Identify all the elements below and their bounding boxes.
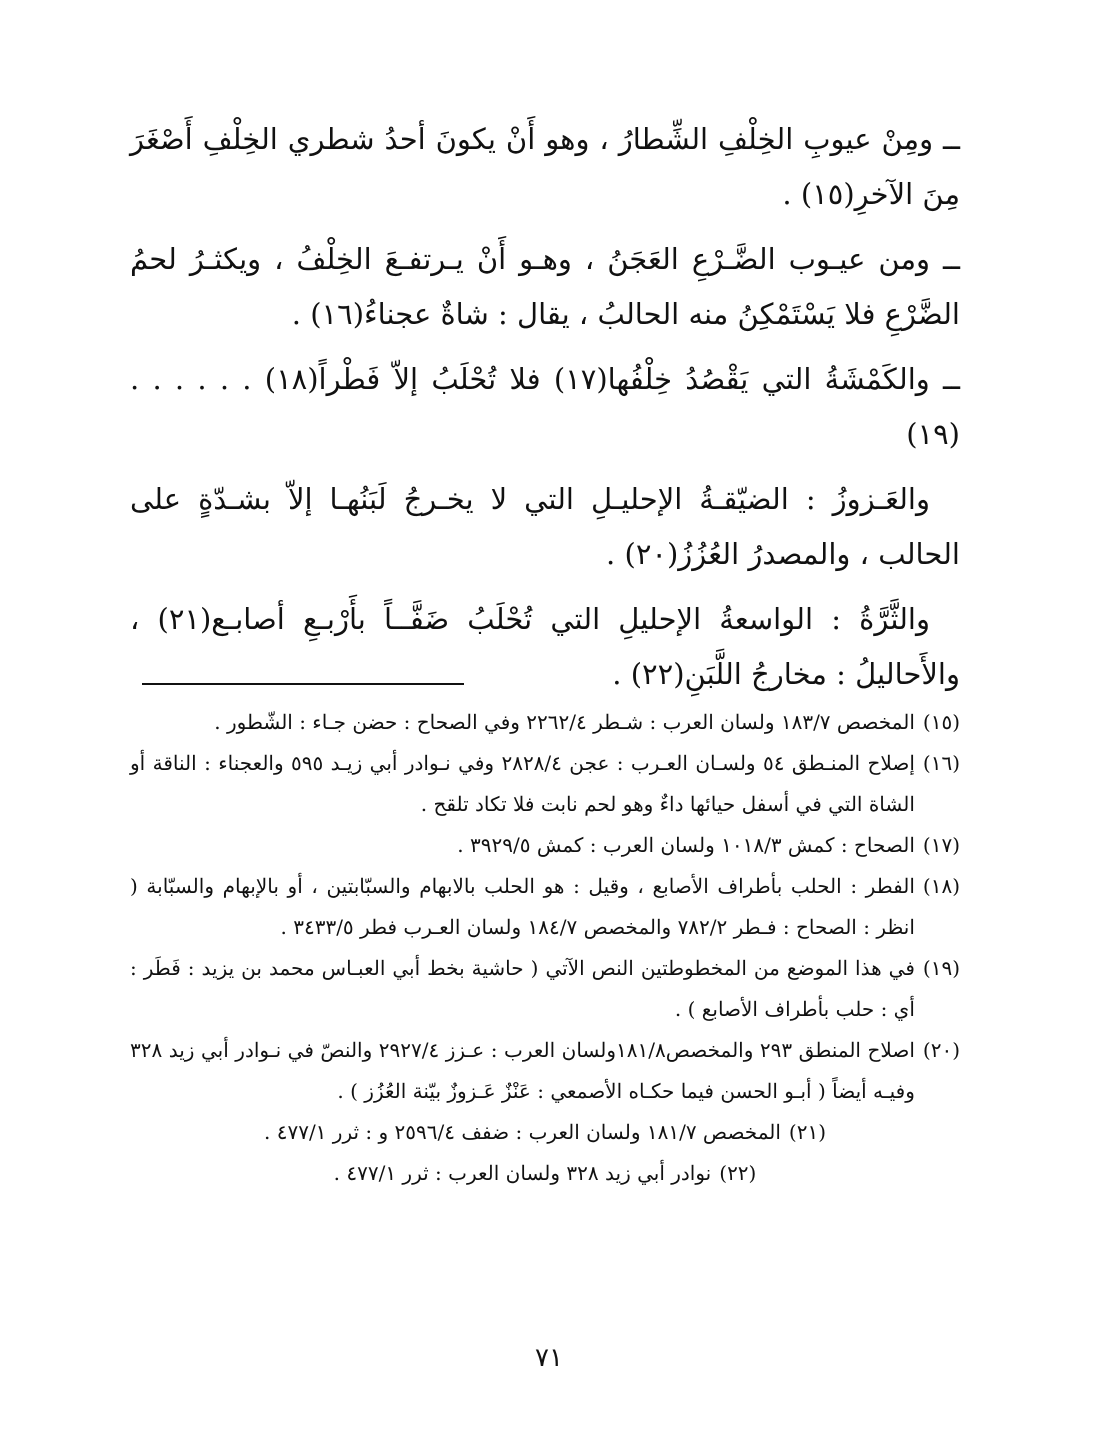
footnote-17 [130,825,960,866]
footnote-number: (٢٠) [922,1038,960,1062]
footnote-text: المخصص ١٨١/٧ ولسان العرب : ضفف ٢٥٩٦/٤ و : ثرر ٤٧٧/١ . [264,1120,781,1144]
footnote-text: الصحاح : كمش ١٠١٨/٣ ولسان العرب : كمش ٣٩٢٩/٥ . [457,833,915,857]
footnote-text: اصلاح المنطق ٢٩٣ والمخصص١٨١/٨ولسان العرب : عـزز ٢٩٢٧/٤ والنصّ في نـوادر أبي زيد ٣٢٨ وفيـه أيضاً ( أبـو الحسن فيما حكـاه الأصمعي : عَنْزٌ عَـزوزٌ بيّنة العُزُز ) . [130,1038,915,1103]
paragraph-kamsha: ــ والكَمْشَةُ التي يَقْصُدُ خِلْفُها(١٧) فلا تُحْلَبُ إلاّ فَطْراً(١٨) . . . . . . (١٩) [130,362,961,451]
footnote-number: (٢١) [788,1120,827,1144]
paragraph-shitar: ــ ومِنْ عيوبِ الخِلْفِ الشِّطارُ ، وهو أَنْ يكونَ أحدُ شطري الخِلْفِ أَصْغَرَ مِنَ الآخرِ(١٥) . [130,122,960,211]
main-text [130,112,960,712]
footnote-text: نوادر أبي زيد ٣٢٨ ولسان العرب : ثرر ٤٧٧/١ . [333,1161,712,1185]
footnote-15 [130,702,960,743]
footnote-21 [130,1112,960,1153]
footnote-text: الفطر : الحلب بأطراف الأصابع ، وقيل : هو الحلب بالابهام والسبّابتين ، أو بالإبهام والسبّابة ( انظر : الصحاح : فـطر ٧٨٢/٢ والمخصص ١٨٤/٧ ولسان العـرب فطر ٣٤٣٣/٥ . [130,874,915,939]
footnote-number: (٢٢) [719,1161,757,1185]
footnote-number: (١٦) [922,751,960,775]
page-number: ٧١ [535,1343,563,1373]
footnote-number: (١٥) [922,710,960,734]
footnote-text: في هذا الموضع من المخطوطتين النص الآتي ( حاشية بخط أبي العبـاس محمد بن يزيد : فَطَر : أي : حلب بأطراف الأصابع ) . [130,956,915,1021]
footnote-text: إصلاح المنـطق ٥٤ ولسـان العـرب : عجن ٢٨٢٨/٤ وفي نـوادر أبي زيـد ٥٩٥ والعجناء : الناقة أو الشاة التي في أسفل حيائها داءٌ وهو لحم نابت فلا تكاد تلقح . [130,751,915,816]
footnote-number: (١٩) [922,956,960,980]
footnote-number: (١٧) [922,833,960,857]
footnote-16 [130,743,960,825]
footnote-18 [130,866,960,948]
footnote-number: (١٨) [922,874,960,898]
footnote-separator [142,683,464,685]
paragraph-azuz: والعَـزوزُ : الضيّقـةُ الإحليـلِ التي لا يخـرجُ لَبَنُهـا إلاّ بشـدّةٍ على الحالب ، والمصدرُ العُزُزُ(٢٠) . [130,482,960,571]
footnote-20 [130,1030,960,1112]
paragraph-ajan: ــ ومن عيـوب الضَّـرْعِ العَجَنُ ، وهـو أَنْ يـرتفـعَ الخِلْفُ ، ويكثـرُ لحمُ الضَّرْعِ فلا يَسْتَمْكِنُ منه الحالبُ ، يقال : شاةٌ عجناءُ(١٦) . [130,242,960,331]
footnote-22 [130,1153,960,1194]
paragraph-tharra: والثَّرَّةُ : الواسعةُ الإحليلِ التي تُحْلَبُ ضَفَّــاً بأَرْبـعِ أصابـع(٢١) ، والأَحاليلُ : مخارجُ اللَّبَنِ(٢٢) . [130,602,960,691]
footnotes [130,702,960,1194]
footnote-text: المخصص ١٨٣/٧ ولسان العرب : شـطر ٢٢٦٢/٤ وفي الصحاح : حضن جـاء : الشّطور . [214,710,915,734]
footnote-19 [130,948,960,1030]
